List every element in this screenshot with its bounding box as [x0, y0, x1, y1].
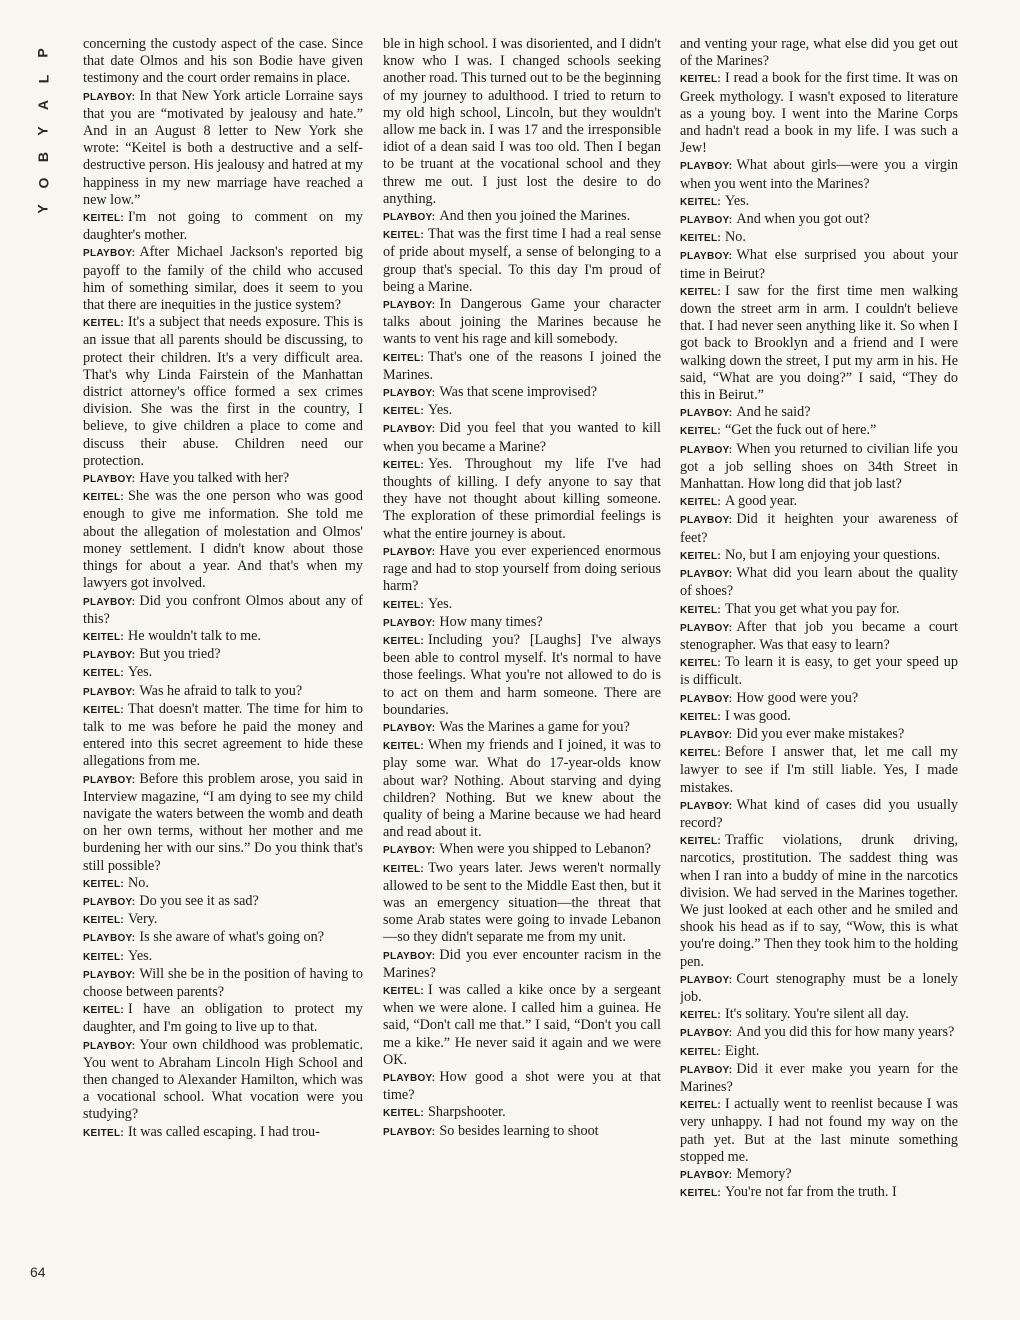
paragraph-text: She was the one person who was good enough to give me information. She told me about the allegation of molestation and Olmos' money settlement. I didn't know about those things for about a year. And that's when my lawyers got involved. — [83, 488, 363, 592]
paragraph-text: Yes. — [428, 402, 453, 419]
paragraph-text: In Dangerous Game your character talks about joining the Marines because he wants to vent his rage and kill somebody. — [383, 296, 661, 348]
running-head-letter: Y — [35, 204, 51, 214]
paragraph-text: I actually went to reenlist because I was very unhappy. I had not found my way on the path yet. But at the last minute something stopped me. — [680, 1096, 958, 1165]
interview-paragraph — [680, 619, 958, 654]
interview-paragraph — [383, 1069, 661, 1104]
speaker-label: PLAYBOY: — [383, 722, 436, 734]
speaker-label: KEITEL: — [383, 406, 424, 418]
interview-paragraph — [83, 1001, 363, 1036]
speaker-label: KEITEL: — [83, 1005, 124, 1017]
speaker-label: KEITEL: — [383, 230, 424, 242]
paragraph-text: Before I answer that, let me call my lawyer to see if I'm still liable. Yes, I made mistakes. — [680, 744, 958, 796]
speaker-label: KEITEL: — [383, 741, 424, 753]
interview-paragraph — [680, 211, 958, 229]
speaker-label: PLAYBOY: — [680, 622, 733, 634]
paragraph-text: ble in high school. I was disoriented, and I didn't know who I was. I changed schools seeking another road. This turned out to be the beginning of my journey to adulthood. I tried to return to my old high school, Lincoln, but they wouldn't allow me back in. I was 17 and the irresponsible idiot of a dean said I was too old. Then I began to be truant at the vocational school and they threw me out. I just lost the desire to do anything. — [383, 36, 661, 207]
speaker-label: PLAYBOY: — [680, 729, 733, 741]
paragraph-text: Including you? [Laughs] I've always been able to control myself. It's normal to have those feelings. What you're not allowed to do is to act on them and harm someone. There are boundaries. — [383, 631, 661, 718]
interview-paragraph — [383, 456, 661, 543]
paragraph-text: A good year. — [725, 493, 798, 510]
interview-paragraph — [383, 614, 661, 632]
speaker-label: PLAYBOY: — [680, 1170, 733, 1181]
interview-paragraph — [383, 543, 661, 596]
paragraph-text: No, but I am enjoying your questions. — [725, 546, 941, 563]
interview-paragraph — [383, 632, 661, 719]
text-column-2 — [383, 36, 661, 1296]
speaker-label: PLAYBOY: — [83, 686, 136, 698]
paragraph-text: How good a shot were you at that time? — [383, 1068, 661, 1104]
paragraph-text: It's solitary. You're silent all day. — [725, 1006, 909, 1023]
interview-paragraph — [83, 966, 363, 1001]
interview-paragraph — [383, 737, 661, 841]
interview-paragraph — [680, 441, 958, 494]
paragraph-text: “Get the fuck out of here.” — [725, 422, 877, 439]
paragraph-text: Is she aware of what's going on? — [139, 929, 324, 946]
interview-paragraph — [680, 1024, 958, 1042]
paragraph-text: It was called escaping. I had trou- — [128, 1123, 320, 1140]
running-head-letter: L — [35, 74, 51, 84]
interview-paragraph — [680, 708, 958, 726]
speaker-label: KEITEL: — [680, 233, 721, 245]
speaker-label: PLAYBOY: — [383, 424, 436, 436]
paragraph-text: Yes. — [128, 947, 153, 964]
speaker-label: KEITEL: — [383, 459, 424, 471]
paragraph-text: After Michael Jackson's reported big payoff to the family of the child who accused him of something similar, does it seem to you that there are inequities in the justice system? — [83, 244, 363, 314]
interview-paragraph — [680, 511, 958, 546]
paragraph-text: And then you joined the Marines. — [439, 208, 631, 225]
speaker-label: KEITEL: — [680, 286, 721, 298]
interview-paragraph — [680, 422, 958, 440]
paragraph-text: I was good. — [725, 707, 791, 724]
interview-paragraph — [680, 493, 958, 511]
interview-paragraph — [680, 1184, 958, 1202]
speaker-label: KEITEL: — [83, 213, 124, 225]
interview-paragraph — [83, 875, 363, 893]
paragraph-text: Court stenography must be a lonely job. — [680, 970, 958, 1005]
speaker-label: KEITEL: — [383, 1108, 424, 1120]
paragraph-text: How many times? — [439, 613, 543, 630]
interview-paragraph — [680, 1166, 958, 1184]
speaker-label: KEITEL: — [680, 426, 721, 438]
paragraph-text: Was that scene improvised? — [439, 384, 598, 401]
interview-paragraph — [680, 971, 958, 1006]
interview-paragraph — [383, 349, 661, 384]
interview-paragraph — [383, 860, 661, 947]
speaker-label: KEITEL: — [383, 635, 424, 647]
running-head-letter: O — [34, 177, 51, 189]
speaker-label: PLAYBOY: — [680, 515, 733, 527]
speaker-label: PLAYBOY: — [383, 950, 436, 962]
interview-paragraph — [83, 593, 363, 628]
paragraph-text: Sharpshooter. — [428, 1104, 506, 1121]
speaker-label: PLAYBOY: — [680, 444, 733, 456]
interview-paragraph — [680, 404, 958, 422]
interview-paragraph — [680, 193, 958, 211]
interview-paragraph — [383, 296, 661, 349]
paragraph-text: That's one of the reasons I joined the Marines. — [383, 348, 661, 383]
interview-paragraph — [83, 470, 363, 488]
interview-paragraph — [680, 1043, 958, 1061]
paragraph-text: Have you ever experienced enormous rage and had to stop yourself from doing serious harm? — [383, 542, 661, 595]
paragraph-text: Yes. — [725, 192, 750, 209]
interview-paragraph — [83, 36, 363, 88]
speaker-label: PLAYBOY: — [383, 212, 436, 224]
interview-paragraph — [83, 244, 363, 314]
speaker-label: PLAYBOY: — [383, 300, 436, 312]
speaker-label: PLAYBOY: — [680, 408, 733, 420]
paragraph-text: I have an obligation to protect my daughter, and I'm going to live up to that. — [83, 1001, 363, 1036]
paragraph-text: Did it ever make you yearn for the Marines? — [680, 1060, 958, 1095]
paragraph-text: That was the first time I had a real sense of pride about myself, a sense of belonging to a group that's special. To this day I'm proud of being a Marine. — [383, 226, 661, 295]
interview-paragraph — [383, 1123, 661, 1141]
paragraph-text: Did it heighten your awareness of feet? — [680, 511, 958, 546]
page-number: 64 — [30, 1264, 46, 1280]
speaker-label: KEITEL: — [680, 658, 721, 670]
paragraph-text: That doesn't matter. The time for him to talk to me was before he paid the money and entered into this secret agreement to hide these allegations from me. — [83, 700, 363, 770]
interview-paragraph — [383, 36, 661, 208]
interview-paragraph — [680, 229, 958, 247]
speaker-label: KEITEL: — [680, 196, 721, 208]
paragraph-text: What about girls—were you a virgin when you went into the Marines? — [680, 157, 958, 192]
interview-paragraph — [680, 1096, 958, 1166]
speaker-label: PLAYBOY: — [83, 1040, 136, 1052]
interview-paragraph — [83, 948, 363, 966]
speaker-label: PLAYBOY: — [383, 845, 436, 857]
speaker-label: PLAYBOY: — [83, 474, 136, 486]
interview-paragraph — [383, 208, 661, 226]
speaker-label: KEITEL: — [383, 985, 424, 997]
speaker-label: KEITEL: — [680, 497, 721, 509]
paragraph-text: Was he afraid to talk to you? — [139, 682, 303, 699]
speaker-label: KEITEL: — [383, 863, 424, 875]
speaker-label: KEITEL: — [680, 748, 721, 760]
paragraph-text: Memory? — [736, 1166, 792, 1182]
paragraph-text: In that New York article Lorraine says that you are “motivated by jealousy and hate.” And in an August 8 letter to New York she wrote: “Keitel is both a destructive and a self-destructive person. His jealousy and hatred at my happiness in my new marriage have reached a new low.” — [83, 87, 363, 208]
paragraph-text: When were you shipped to Lebanon? — [439, 841, 651, 858]
paragraph-text: Was the Marines a game for you? — [439, 718, 630, 735]
paragraph-text: I read a book for the first time. It was on Greek mythology. I wasn't exposed to literature as a young boy. I went into the Marine Corps and hadn't read a book in my life. I was such a Jew! — [680, 70, 958, 157]
paragraph-text: and venting your rage, what else did you get out of the Marines? — [680, 36, 958, 70]
speaker-label: PLAYBOY: — [680, 1064, 733, 1076]
speaker-label: KEITEL: — [680, 550, 721, 562]
speaker-label: KEITEL: — [680, 1100, 721, 1112]
speaker-label: PLAYBOY: — [680, 1028, 733, 1040]
paragraph-text: After that job you became a court stenographer. Was that easy to learn? — [680, 618, 958, 653]
paragraph-text: What did you learn about the quality of shoes? — [680, 565, 958, 600]
speaker-label: KEITEL: — [83, 878, 124, 890]
interview-paragraph — [83, 683, 363, 701]
speaker-label: KEITEL: — [83, 951, 124, 963]
paragraph-text: concerning the custody aspect of the case. Since that date Olmos and his son Bodie have given testimony and the court order remains in place. — [83, 36, 363, 87]
speaker-label: PLAYBOY: — [680, 215, 733, 227]
interview-paragraph — [680, 565, 958, 600]
interview-paragraph — [680, 247, 958, 282]
speaker-label: PLAYBOY: — [680, 693, 733, 705]
speaker-label: PLAYBOY: — [83, 91, 136, 103]
paragraph-text: Did you confront Olmos about any of this? — [83, 592, 363, 627]
paragraph-text: No. — [725, 229, 746, 246]
speaker-label: KEITEL: — [83, 631, 124, 643]
paragraph-text: When my friends and I joined, it was to play some war. What do 17-year-olds know about war? Nothing. About starving and dying children? Nothing. But we knew about the quality of being a Marine because we had heard and read about it. — [383, 737, 661, 841]
interview-paragraph — [83, 911, 363, 929]
interview-paragraph — [680, 70, 958, 157]
interview-paragraph — [680, 654, 958, 689]
paragraph-text: Yes. — [128, 664, 153, 681]
paragraph-text: How good were you? — [736, 689, 859, 706]
speaker-label: KEITEL: — [680, 711, 721, 723]
paragraph-text: You're not far from the truth. I — [725, 1184, 897, 1201]
speaker-label: KEITEL: — [83, 915, 124, 927]
interview-paragraph — [680, 797, 958, 832]
interview-paragraph — [83, 664, 363, 682]
paragraph-text: Traffic violations, drunk driving, narcotics, prostitution. The saddest thing was when I ran into a buddy of mine in the narcotics division. We had served in the Marines together. We just looked at each other and he smiled and shook his head as if to say, “Wow, this is what you're doing.” Then they took him to the holding pen. — [680, 832, 958, 970]
interview-paragraph — [680, 283, 958, 404]
interview-paragraph — [680, 1061, 958, 1096]
paragraph-text: Your own childhood was problematic. You went to Abraham Lincoln High School and then changed to Alexander Hamilton, which was a vocational school. What vocation were you studying? — [83, 1036, 363, 1123]
running-head — [33, 40, 53, 222]
interview-paragraph — [83, 701, 363, 771]
paragraph-text: Yes. Throughout my life I've had thoughts of killing. I defy anyone to say that they have not thought about killing someone. The exploration of these primordial feelings is what the entire journey is about. — [383, 455, 661, 542]
interview-paragraph — [83, 209, 363, 244]
interview-paragraph — [83, 646, 363, 664]
interview-paragraph — [83, 314, 363, 470]
interview-paragraph — [83, 893, 363, 911]
paragraph-text: Did you ever make mistakes? — [736, 725, 905, 742]
paragraph-text: That you get what you pay for. — [725, 600, 900, 617]
running-head-letter: A — [35, 99, 51, 111]
speaker-label: KEITEL: — [83, 668, 124, 680]
interview-paragraph — [83, 929, 363, 947]
paragraph-text: Did you ever encounter racism in the Marines? — [383, 946, 661, 981]
interview-paragraph — [83, 771, 363, 875]
paragraph-text: When you returned to civilian life you got a job selling shoes on 34th Street in Manhattan. How long did that job last? — [680, 440, 958, 493]
speaker-label: KEITEL: — [383, 599, 424, 611]
speaker-label: PLAYBOY: — [83, 933, 136, 945]
interview-paragraph — [83, 88, 363, 209]
speaker-label: KEITEL: — [83, 704, 124, 716]
paragraph-text: And you did this for how many years? — [736, 1024, 955, 1041]
speaker-label: PLAYBOY: — [383, 617, 436, 629]
paragraph-text: Do you see it as sad? — [139, 892, 259, 909]
paragraph-text: It's a subject that needs exposure. This is an issue that all parents should be discussing, to protect their children. It's a very difficult area. That's why Linda Fairstein of the Manhattan district attorney's office formed a sex crimes division. She was the first in the country, I believe, to give children a place to come and discuss their abuse. Children need our protection. — [83, 314, 363, 469]
paragraph-text: Before this problem arose, you said in Interview magazine, “I am dying to see my child navigate the waters between the womb and death on her own terms, without her mother and me burdening her with our sins.” Do you think that's still possible? — [83, 770, 363, 874]
interview-paragraph — [383, 596, 661, 614]
speaker-label: PLAYBOY: — [383, 546, 436, 558]
paragraph-text: Did you feel that you wanted to kill when you became a Marine? — [383, 420, 661, 455]
interview-paragraph — [680, 744, 958, 797]
speaker-label: PLAYBOY: — [680, 569, 733, 581]
speaker-label: PLAYBOY: — [383, 1126, 436, 1138]
paragraph-text: I saw for the first time men walking down the street arm in arm. I couldn't believe that. I had never seen anything like it. So when I got back to Brooklyn and a friend and I were walking down the street, I put my arm in his. He said, “What are you doing?” I said, “They do this in Beirut.” — [680, 282, 958, 404]
interview-paragraph — [680, 547, 958, 565]
paragraph-text: To learn it is easy, to get your speed up is difficult. — [680, 654, 958, 689]
paragraph-text: And when you got out? — [736, 211, 870, 228]
interview-paragraph — [383, 384, 661, 402]
interview-paragraph — [83, 1124, 363, 1142]
interview-paragraph — [383, 719, 661, 737]
paragraph-text: What kind of cases did you usually record? — [680, 796, 958, 831]
interview-paragraph — [383, 947, 661, 982]
running-head-letter: P — [35, 48, 51, 58]
interview-paragraph — [680, 832, 958, 971]
speaker-label: PLAYBOY: — [83, 774, 136, 786]
paragraph-text: So besides learning to shoot — [439, 1122, 599, 1139]
speaker-label: PLAYBOY: — [83, 969, 136, 981]
interview-paragraph — [680, 726, 958, 744]
speaker-label: PLAYBOY: — [680, 974, 733, 986]
paragraph-text: What else surprised you about your time in Beirut? — [680, 247, 958, 282]
speaker-label: KEITEL: — [680, 74, 721, 86]
speaker-label: PLAYBOY: — [383, 388, 436, 400]
paragraph-text: Two years later. Jews weren't normally allowed to be sent to the Middle East then, but it was an emergency situation—the threat that some Arab states were going to invade Lebanon—so they didn't separate me from my unit. — [383, 859, 661, 946]
paragraph-text: But you tried? — [139, 646, 221, 663]
paragraph-text: He wouldn't talk to me. — [128, 627, 261, 644]
interview-paragraph — [83, 1037, 363, 1124]
running-head-letter: B — [35, 151, 51, 163]
text-column-1 — [83, 36, 363, 1296]
speaker-label: KEITEL: — [680, 1010, 721, 1022]
paragraph-text: I was called a kike once by a sergeant when we were alone. I called him a guinea. He said, “Don't call me that.” I said, “Don't you call me a kike.” He never said it again and we were OK. — [383, 981, 661, 1068]
interview-paragraph — [383, 402, 661, 420]
interview-paragraph — [680, 690, 958, 708]
interview-paragraph — [680, 36, 958, 70]
paragraph-text: Will she be in the position of having to choose between parents? — [83, 965, 363, 1000]
speaker-label: PLAYBOY: — [680, 800, 733, 812]
paragraph-text: I'm not going to comment on my daughter's mother. — [83, 209, 363, 244]
interview-paragraph — [680, 601, 958, 619]
speaker-label: PLAYBOY: — [680, 161, 733, 173]
speaker-label: KEITEL: — [680, 604, 721, 616]
paragraph-text: Yes. — [428, 595, 453, 612]
speaker-label: PLAYBOY: — [383, 1072, 436, 1084]
text-column-3 — [680, 36, 958, 1296]
speaker-label: KEITEL: — [83, 492, 124, 504]
interview-paragraph — [83, 628, 363, 646]
speaker-label: KEITEL: — [83, 1127, 124, 1139]
interview-paragraph — [383, 1104, 661, 1122]
speaker-label: KEITEL: — [680, 836, 721, 848]
speaker-label: KEITEL: — [83, 318, 124, 330]
speaker-label: PLAYBOY: — [680, 251, 733, 263]
interview-paragraph — [383, 226, 661, 296]
speaker-label: PLAYBOY: — [83, 896, 136, 908]
interview-paragraph — [83, 488, 363, 592]
speaker-label: KEITEL: — [680, 1046, 721, 1058]
interview-paragraph — [383, 420, 661, 455]
paragraph-text: No. — [128, 874, 149, 891]
paragraph-text: Have you talked with her? — [139, 470, 290, 487]
running-head-letter: Y — [35, 126, 51, 136]
paragraph-text: Very. — [128, 911, 158, 928]
speaker-label: PLAYBOY: — [83, 650, 136, 662]
speaker-label: PLAYBOY: — [83, 596, 136, 608]
paragraph-text: And he said? — [736, 404, 811, 421]
interview-paragraph — [680, 157, 958, 192]
interview-paragraph — [383, 841, 661, 859]
paragraph-text: Eight. — [725, 1042, 760, 1059]
interview-paragraph — [383, 982, 661, 1069]
interview-paragraph — [680, 1006, 958, 1024]
speaker-label: KEITEL: — [383, 352, 424, 364]
speaker-label: KEITEL: — [680, 1188, 721, 1200]
speaker-label: PLAYBOY: — [83, 248, 136, 260]
